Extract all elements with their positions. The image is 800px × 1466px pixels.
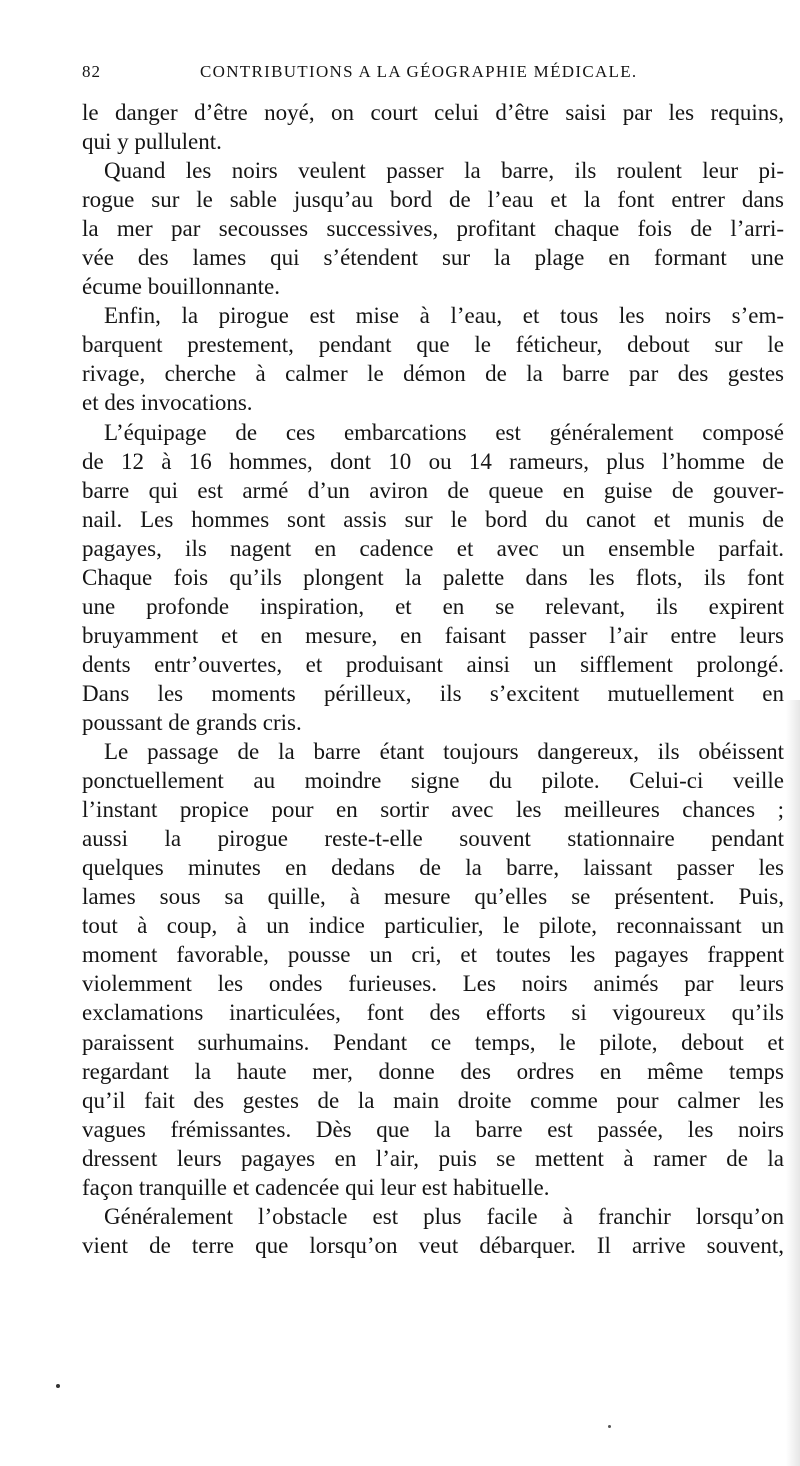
text-line: vient de terre que lorsqu’on veut débarquer. Il arrive souvent,: [82, 1232, 784, 1258]
text-line: et des invocations.: [82, 390, 253, 416]
text-line: Enfin, la pirogue est mise à l’eau, et tous les noirs s’em-: [104, 303, 784, 329]
text-line: rogue sur le sable jusqu’au bord de l’eau et la font entrer dans: [82, 187, 784, 213]
text-line: regardant la haute mer, donne des ordres en même temps: [82, 1058, 784, 1084]
text-line: pagayes, ils nagent en cadence et avec un ensemble parfait.: [82, 535, 784, 561]
running-head: CONTRIBUTIONS A LA GÉOGRAPHIE MÉDICALE.: [200, 62, 638, 81]
text-line: Chaque fois qu’ils plongent la palette dans les flots, ils font: [82, 564, 784, 590]
page-header: [82, 62, 652, 92]
text-line: dents entr’ouvertes, et produisant ainsi un sifflement prolongé.: [82, 651, 784, 677]
page-number: 82: [82, 62, 101, 81]
text-line: le danger d’être noyé, on court celui d’être saisi par les requins,: [82, 100, 784, 125]
text-line: moment favorable, pousse un cri, et toutes les pagayes frappent: [82, 942, 784, 968]
text-line: ponctuellement au moindre signe du pilote. Celui-ci veille: [82, 768, 784, 794]
text-line: lames sous sa quille, à mesure qu’elles se présentent. Puis,: [82, 884, 784, 910]
text-line: l’instant propice pour en sortir avec les meilleures chances ;: [82, 797, 784, 823]
text-line: aussi la pirogue reste-t-elle souvent stationnaire pendant: [82, 826, 784, 852]
body-text: [82, 98, 784, 1260]
text-line: L’équipage de ces embarcations est généralement composé: [104, 419, 784, 445]
text-line: barre qui est armé d’un aviron de queue en guise de gouver-: [82, 477, 784, 503]
text-line: vée des lames qui s’étendent sur la plage en formant une: [82, 245, 784, 271]
text-line: qui y pullulent.: [82, 129, 222, 155]
text-line: bruyamment et en mesure, en faisant passer l’air entre leurs: [82, 622, 784, 648]
text-line: qu’il fait des gestes de la main droite comme pour calmer les: [82, 1087, 784, 1113]
text-line: quelques minutes en dedans de la barre, laissant passer les: [82, 855, 784, 881]
text-line: de 12 à 16 hommes, dont 10 ou 14 rameurs, plus l’homme de: [82, 448, 784, 474]
text-line: Dans les moments périlleux, ils s’excitent mutuellement en: [82, 680, 784, 706]
text-line: barquent prestement, pendant que le féticheur, debout sur le: [82, 332, 784, 358]
text-line: violemment les ondes furieuses. Les noirs animés par leurs: [82, 971, 784, 997]
text-line: nail. Les hommes sont assis sur le bord du canot et munis de: [82, 506, 784, 532]
text-line: dressent leurs pagayes en l’air, puis se mettent à ramer de la: [82, 1145, 784, 1171]
text-line: écume bouillonnante.: [82, 274, 280, 300]
text-line: paraissent surhumains. Pendant ce temps, le pilote, debout et: [82, 1029, 784, 1055]
text-line: rivage, cherche à calmer le démon de la barre par des gestes: [82, 361, 784, 387]
margin-dot: [56, 1384, 60, 1388]
text-line: vagues frémissantes. Dès que la barre est passée, les noirs: [82, 1116, 784, 1142]
text-line: façon tranquille et cadencée qui leur est habituelle.: [82, 1174, 550, 1200]
text-line: poussant de grands cris.: [82, 709, 302, 735]
ink-speck: [608, 1425, 611, 1428]
text-line: Le passage de la barre étant toujours dangereux, ils obéissent: [104, 739, 784, 765]
text-line: une profonde inspiration, et en se relevant, ils expirent: [82, 593, 784, 619]
text-line: Généralement l’obstacle est plus facile à franchir lorsqu’on: [104, 1203, 784, 1229]
text-line: tout à coup, à un indice particulier, le pilote, reconnaissant un: [82, 913, 784, 939]
text-line: exclamations inarticulées, font des efforts si vigoureux qu’ils: [82, 1000, 784, 1026]
text-line: Quand les noirs veulent passer la barre, ils roulent leur pi-: [104, 158, 784, 184]
page-edge-shadow: [786, 700, 800, 1466]
text-line: la mer par secousses successives, profitant chaque fois de l’arri-: [82, 216, 784, 242]
